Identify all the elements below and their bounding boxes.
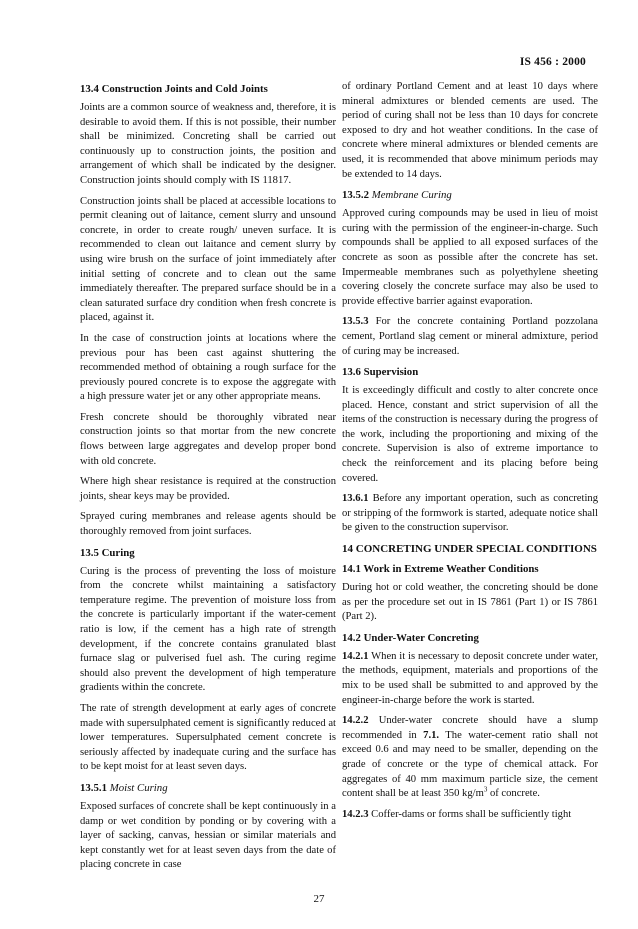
paragraph: Exposed surfaces of concrete shall be kept continuously in a damp or wet condition by ponding or by covering with a layer of sacking, canvas, hessian or similar materials and kept constantly wet for at least seven days from the date of placing concrete in case bbox=[80, 800, 336, 871]
section-13-5-1-heading bbox=[80, 781, 336, 795]
paragraph: It is exceedingly difficult and costly to alter concrete once placed. Hence, constant and strict supervision of all the items of the construction is necessary during the progress of the work, including the proportioning and mixing of the concrete. Supervision is also of extreme importance to check the reinforcement and its placing before being covered. bbox=[342, 385, 598, 484]
paragraph bbox=[342, 650, 598, 708]
paragraph-text: The water-cement ratio shall not exceed 0.6 and may need to be smaller, depending on the grade of concrete or the type of chemical attack. For aggregates of 40 mm maximum particle size, the cement content shall be at least 350 kg/m bbox=[342, 729, 598, 800]
section-number: 14.2.3 bbox=[342, 808, 369, 820]
section-title: Membrane Curing bbox=[371, 189, 452, 202]
paragraph: Fresh concrete should be thoroughly vibrated near construction joints so that mortar from the new concrete flows between large aggregates and develop proper bond with old concrete. bbox=[80, 411, 336, 467]
section-number: 13.6.1 bbox=[342, 493, 369, 505]
paragraph: Construction joints shall be placed at accessible locations to permit cleaning out of laitance, cement slurry and unsound concrete, in order to create rough/ uneven surface. It is recommended to clean out laitance and cement slurry by using wire brush on the surface of joint immediately after initial setting of concrete and to clean out the same immediately thereafter. The prepared surface should be in a clean saturated surface dry condition when fresh concrete is placed, against it. bbox=[80, 195, 336, 324]
section-title: Moist Curing bbox=[109, 781, 168, 794]
paragraph: Sprayed curing membranes and release agents should be thoroughly removed from joint surfaces. bbox=[80, 511, 336, 538]
paragraph-text: Coffer-dams or forms shall be sufficiently tight bbox=[371, 808, 572, 820]
paragraph-text: For the concrete containing Portland pozzolana cement, Portland slag cement or mineral admixture, period of curing may be increased. bbox=[342, 316, 598, 357]
section-14-1-heading: 14.1 Work in Extreme Weather Conditions bbox=[342, 563, 539, 576]
standard-number-header: IS 456 : 2000 bbox=[519, 56, 586, 68]
page-number: 27 bbox=[313, 893, 325, 905]
paragraph: Joints are a common source of weakness and, therefore, it is desirable to avoid them. If this is not possible, their number shall be minimized. Concreting shall be carried out continuously up to construction joints, the position and arrangement of which shall be indicated by the designer. Construction joints should comply with IS 11817. bbox=[80, 102, 336, 186]
section-13-5-2-heading bbox=[342, 188, 598, 202]
paragraph-text: of concrete. bbox=[487, 788, 540, 800]
section-14-2-heading: 14.2 Under-Water Concreting bbox=[342, 631, 479, 644]
superscript: 3 bbox=[483, 785, 488, 794]
paragraph bbox=[342, 714, 598, 802]
section-number: 14.2.2 bbox=[342, 715, 369, 727]
paragraph bbox=[342, 808, 598, 823]
paragraph: During hot or cold weather, the concreting should be done as per the procedure set out in IS 7861 (Part 1) or IS 7861 (Part 2). bbox=[342, 582, 598, 623]
left-column bbox=[80, 80, 336, 879]
paragraph: Where high shear resistance is required at the construction joints, shear keys may be provided. bbox=[80, 476, 336, 502]
paragraph: Curing is the process of preventing the loss of moisture from the concrete whilst maintaining a satisfactory temperature regime. The prevention of moisture loss from the concrete is particularly important if the water-cement ratio is low, if the cement has a high rate of strength development, if the concrete contains granulated blast furnace slag or pulverised fuel ash. The curing regime should also prevent the development of high temperature gradients within the concrete. bbox=[80, 565, 336, 694]
paragraph-text: When it is necessary to deposit concrete under water, the methods, equipment, materials and proportions of the mix to be used shall be submitted to and approved by the engineer-in-charge before the work is started. bbox=[342, 650, 598, 706]
paragraph-text: Before any important operation, such as concreting or stripping of the formwork is started, adequate notice shall be given to the construction supervisor. bbox=[342, 493, 598, 534]
section-number: 14.2.1 bbox=[342, 650, 369, 662]
right-column bbox=[342, 80, 598, 828]
paragraph: In the case of construction joints at locations where the previous pour has been cast against shuttering the recommended method of obtaining a rough surface for the previously poured concrete is to expose the aggregate with a high pressure water jet or any other appropriate means. bbox=[80, 332, 336, 403]
section-number: 13.5.1 bbox=[80, 781, 107, 794]
paragraph-text: Under-water concrete should have a slump recommended in bbox=[342, 715, 598, 741]
section-number: 13.5.2 bbox=[342, 189, 369, 202]
section-number: 13.5.3 bbox=[342, 316, 369, 328]
section-13-6-heading: 13.6 Supervision bbox=[342, 366, 419, 379]
section-14-heading: 14 CONCRETING UNDER SPECIAL CONDITIONS bbox=[342, 543, 597, 556]
section-13-5-heading: 13.5 Curing bbox=[80, 546, 135, 559]
paragraph bbox=[342, 315, 598, 359]
paragraph: of ordinary Portland Cement and at least 10 days where mineral admixtures or blended cements are used. The period of curing shall not be less than 10 days for concrete exposed to dry and hot weather conditions. In the case of concrete where mineral admixtures or blended cements are used, it is recommended that above minimum periods may be extended to 14 days. bbox=[342, 81, 598, 180]
paragraph: Approved curing compounds may be used in lieu of moist curing with the permission of the engineer-in-charge. Such compounds shall be applied to all exposed surfaces of the concrete as soon as possible after the concrete has set. Impermeable membranes such as polyethylene sheeting covering closely the concrete surface may also be used to provide effective barrier against evaporation. bbox=[342, 208, 598, 307]
clause-reference: 7.1. bbox=[423, 729, 440, 741]
paragraph: The rate of strength development at early ages of concrete made with supersulphated cement is significantly reduced at lower temperatures. Supersulphated cement concrete is seriously affected by inadequate curing and the surface has to be kept moist for at least seven days. bbox=[80, 702, 336, 773]
paragraph bbox=[342, 492, 598, 536]
section-13-4-heading: 13.4 Construction Joints and Cold Joints bbox=[80, 83, 268, 95]
